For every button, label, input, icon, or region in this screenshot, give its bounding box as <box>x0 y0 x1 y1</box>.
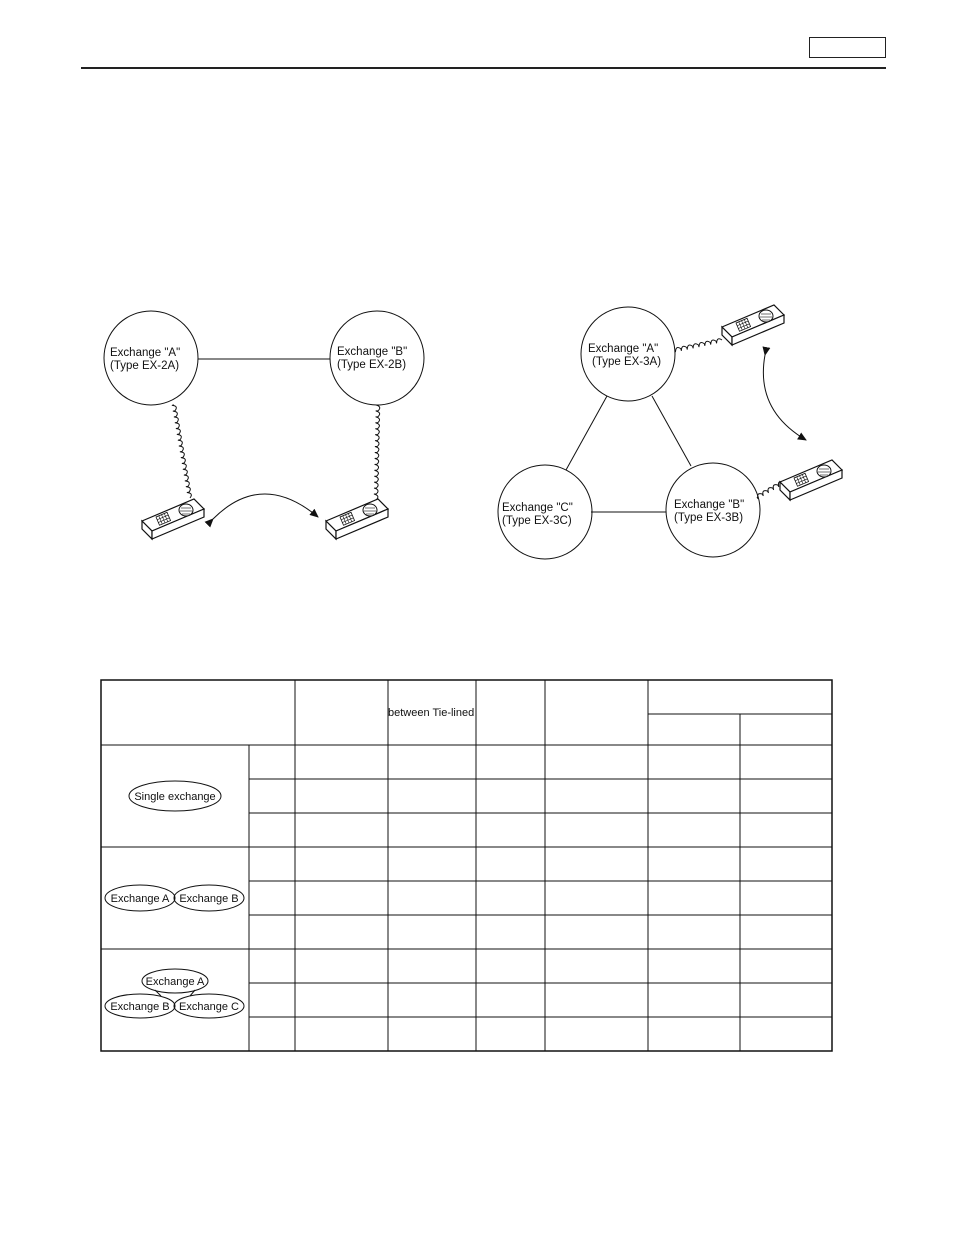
left-exchange-b-line1: Exchange "B" <box>337 346 408 358</box>
left-diagram <box>104 311 424 539</box>
handset-a-right-icon <box>722 305 784 345</box>
right-exchange-b-line1: Exchange "B" <box>674 499 745 511</box>
exchange-b-node <box>330 311 424 405</box>
g3-exchange-b-label: Exchange B <box>110 1001 170 1013</box>
coiled-cord-b <box>374 405 380 500</box>
coiled-cord-a <box>172 405 191 498</box>
left-exchange-a-line1: Exchange "A" <box>110 347 181 359</box>
handset-a-icon <box>142 499 204 539</box>
table-frame <box>101 680 832 1051</box>
g3-exchange-a-label: Exchange A <box>145 976 205 988</box>
right-exchange-a-line2: (Type EX-3A) <box>592 356 662 368</box>
right-exchange-c-line1: Exchange "C" <box>502 502 573 514</box>
g3-exchange-c-label: Exchange C <box>179 1001 239 1013</box>
tie-line-ab-right <box>652 396 691 466</box>
call-arrow-left <box>213 494 318 519</box>
coiled-cord-b-right <box>757 482 783 499</box>
right-exchange-c-line2: (Type EX-3C) <box>502 515 572 527</box>
coiled-cord-a-right <box>675 339 722 352</box>
header-between-tie-lined: between Tie-lined <box>388 707 475 719</box>
config-table <box>101 680 832 1051</box>
left-exchange-b-line2: (Type EX-2B) <box>337 359 407 371</box>
right-exchange-a-line1: Exchange "A" <box>588 343 659 355</box>
left-exchange-a-line2: (Type EX-2A) <box>110 360 180 372</box>
call-arrow-right <box>763 355 806 440</box>
handset-b-icon <box>326 499 388 539</box>
single-exchange-label: Single exchange <box>134 791 216 803</box>
g2-exchange-b-label: Exchange B <box>179 893 239 905</box>
right-exchange-b-line2: (Type EX-3B) <box>674 512 744 524</box>
tie-line-ac <box>566 396 607 470</box>
handset-b-right-icon <box>780 460 842 500</box>
g2-exchange-a-label: Exchange A <box>110 893 170 905</box>
right-diagram <box>498 305 842 559</box>
